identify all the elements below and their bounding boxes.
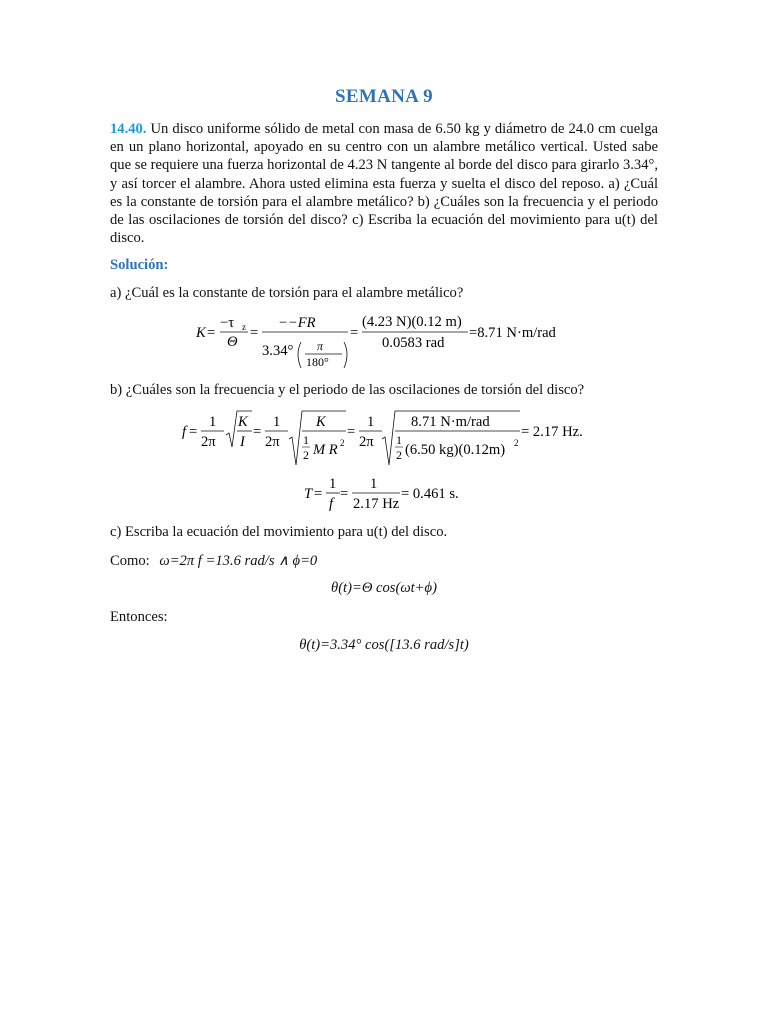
equation-torsion-constant (190, 310, 590, 374)
eq-b1-MR: M R (313, 442, 338, 458)
eq-a-num3: (4.23 N)(0.12 m) (362, 314, 462, 330)
eq-a-pi: π (317, 339, 324, 353)
page-title: SEMANA 9 (335, 86, 433, 107)
eq-b1-I: I (240, 434, 245, 450)
equation-frequency (176, 405, 616, 469)
svg-text:=: = (207, 325, 216, 341)
eq-b2-T: T (304, 486, 313, 502)
como-label: Como: (110, 553, 150, 569)
eq-b1-sq: 2 (340, 438, 345, 448)
eq-a-K: K (196, 325, 206, 341)
eq-b1-K-b: K (316, 414, 326, 430)
eq-b1-sq-2: 2 (514, 438, 519, 448)
eq-b1-result: = 2.17 Hz. (521, 424, 583, 440)
eq-b1-mass-val: (6.50 kg)(0.12m) (405, 442, 506, 458)
eq-b1-one-a: 1 (209, 414, 217, 430)
question-c: c) Escriba la ecuación del movimiento para u(t) del disco. (110, 524, 448, 540)
eq-b1-one-b: 1 (273, 414, 281, 430)
eq-b1-twopi-b: 2π (265, 434, 280, 450)
problem-number: 14.40. (110, 121, 147, 137)
svg-text:=: = (250, 325, 259, 341)
problem-text: Un disco uniforme sólido de metal con masa de 6.50 kg y diámetro de 24.0 cm cuelga en un plano horizontal, apoyado en su centro con un alambre metálico vertical. Usted sabe que se requiere una fuerza horizontal de 4.23 N tangente al borde del disco para girarlo 3.34°, y así torcer el alambre. Ahora usted elimina esta fuerza y suelta el disco del reposo. a) ¿Cuál es la constante de torsión para el alambre metálico? b) ¿Cuáles son la frecuencia y el periodo de las oscilaciones de torsión del disco? c) Escriba la ecuación del movimiento para u(t) del disco. (110, 121, 658, 247)
question-b: b) ¿Cuáles son la frecuencia y el periodo de las oscilaciones de torsión del disco? (110, 382, 585, 398)
eq-b1-f: f (182, 424, 187, 440)
eq-a-num1: −τ (220, 315, 235, 331)
svg-text:=: = (347, 424, 356, 440)
question-a: a) ¿Cuál es la constante de torsión para el alambre metálico? (110, 285, 464, 301)
eq-b1-half-num: 1 (303, 433, 309, 447)
entonces-label: Entonces: (110, 609, 168, 625)
eq-b1-twopi-c: 2π (359, 434, 374, 450)
eq-b1-twopi-a: 2π (201, 434, 216, 450)
eq-b1-K-a: K (238, 414, 248, 430)
solution-label: Solución: (110, 257, 169, 273)
eq-b1-half-den: 2 (303, 448, 309, 462)
svg-text:=: = (253, 424, 262, 440)
svg-text:=: = (350, 325, 359, 341)
eq-a-den2: 3.34° (262, 343, 294, 359)
eq-motion-specific: θ(t)=3.34° cos([13.6 rad/s]t) (299, 637, 469, 653)
eq-a-den1: Θ (227, 334, 238, 350)
svg-text:=: = (189, 424, 198, 440)
eq-a-sub-z: z (242, 322, 246, 332)
eq-a-180: 180° (306, 355, 329, 369)
eq-b1-num-val: 8.71 N·m/rad (411, 414, 490, 430)
eq-b2-one-a: 1 (329, 476, 337, 492)
eq-b2-result: = 0.461 s. (401, 486, 459, 502)
eq-a-result: =8.71 N·m/rad (469, 325, 556, 341)
como-line (110, 552, 317, 570)
eq-b2-den: 2.17 Hz (353, 496, 400, 512)
problem-statement (110, 120, 658, 247)
eq-a-den3: 0.0583 rad (382, 335, 445, 351)
svg-text:=: = (314, 486, 323, 502)
eq-a-num2: −−FR (278, 315, 316, 331)
eq-b2-one-b: 1 (370, 476, 378, 492)
svg-text:=: = (340, 486, 349, 502)
eq-b1-half-num-2: 1 (396, 433, 402, 447)
eq-b1-half-den-2: 2 (396, 448, 402, 462)
equation-period (298, 474, 498, 518)
eq-b2-f: f (329, 496, 334, 512)
eq-omega: ω=2π f =13.6 rad/s ∧ ϕ=0 (159, 553, 318, 569)
eq-motion-general: θ(t)=Θ cos(ωt+ϕ) (331, 580, 437, 596)
eq-b1-one-c: 1 (367, 414, 375, 430)
